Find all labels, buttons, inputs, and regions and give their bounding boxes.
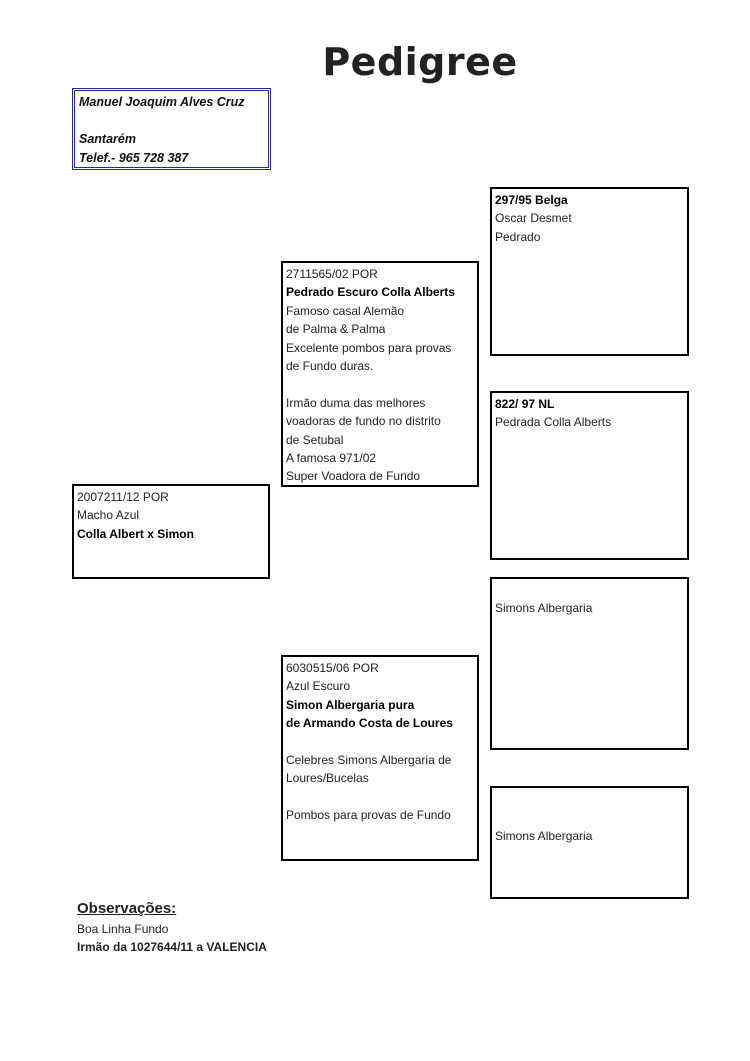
sire-note: Famoso casal Alemão: [286, 303, 405, 318]
sire-ring: 2711565/02 POR: [286, 267, 378, 281]
sire-note: Irmão duma das melhores: [286, 395, 426, 410]
subject-ring: 2007211/12 POR: [77, 490, 169, 504]
sire-name: Pedrado Escuro Colla Alberts: [286, 285, 455, 300]
subject-line: Colla Albert x Simon: [77, 526, 194, 541]
owner-info-box: [72, 88, 271, 170]
sire-sire-line: Pedrado: [495, 229, 541, 244]
sire-note: de Palma & Palma: [286, 322, 386, 337]
sire-dam-ring: 822/ 97 NL: [495, 397, 555, 411]
owner-city: Santarém: [79, 132, 136, 147]
dam-note: [286, 733, 474, 751]
dam-sire-line: Simons Albergaria: [495, 601, 593, 616]
sire-sire-box: [490, 187, 689, 356]
observation-line: Irmão da 1027644/11 a VALENCIA: [77, 940, 267, 954]
owner-name: Manuel Joaquim Alves Cruz: [79, 95, 245, 109]
dam-box: [281, 655, 479, 861]
sire-note: Super Voadora de Fundo: [286, 469, 421, 484]
dam-note: Pombos para provas de Fundo: [286, 808, 451, 823]
sire-note: de Setubal: [286, 432, 344, 447]
sire-note: Excelente pombos para provas: [286, 340, 452, 355]
sire-dam-line: Pedrada Colla Alberts: [495, 415, 612, 430]
page-title: Pedigree: [322, 40, 518, 84]
dam-note: Celebres Simons Albergaria de: [286, 753, 452, 768]
sire-sire-ring: 297/95 Belga: [495, 193, 568, 207]
subject-box: [72, 484, 270, 579]
observations-heading: Observações:: [77, 900, 177, 917]
sire-sire-line: Oscar Desmet: [495, 211, 572, 226]
observations: [77, 900, 267, 956]
dam-color: Azul Escuro: [286, 679, 351, 694]
dam-name: de Armando Costa de Loures: [286, 716, 453, 731]
dam-note: Loures/Bucelas: [286, 771, 369, 786]
dam-sire-box: [490, 577, 689, 750]
sire-note: [286, 375, 474, 393]
dam-dam-line: Simons Albergaria: [495, 828, 593, 843]
sire-note: voadoras de fundo no distrito: [286, 414, 441, 429]
observation-line: Boa Linha Fundo: [77, 922, 169, 936]
owner-phone: Telef.- 965 728 387: [79, 151, 189, 166]
dam-ring: 6030515/06 POR: [286, 661, 379, 675]
sire-note: de Fundo duras.: [286, 359, 374, 374]
sire-dam-box: [490, 391, 689, 560]
dam-dam-box: [490, 786, 689, 899]
sire-box: [281, 261, 479, 487]
dam-note: [286, 788, 474, 806]
dam-name: Simon Albergaria pura: [286, 697, 415, 712]
subject-color: Macho Azul: [77, 508, 140, 523]
sire-note: A famosa 971/02: [286, 451, 377, 466]
